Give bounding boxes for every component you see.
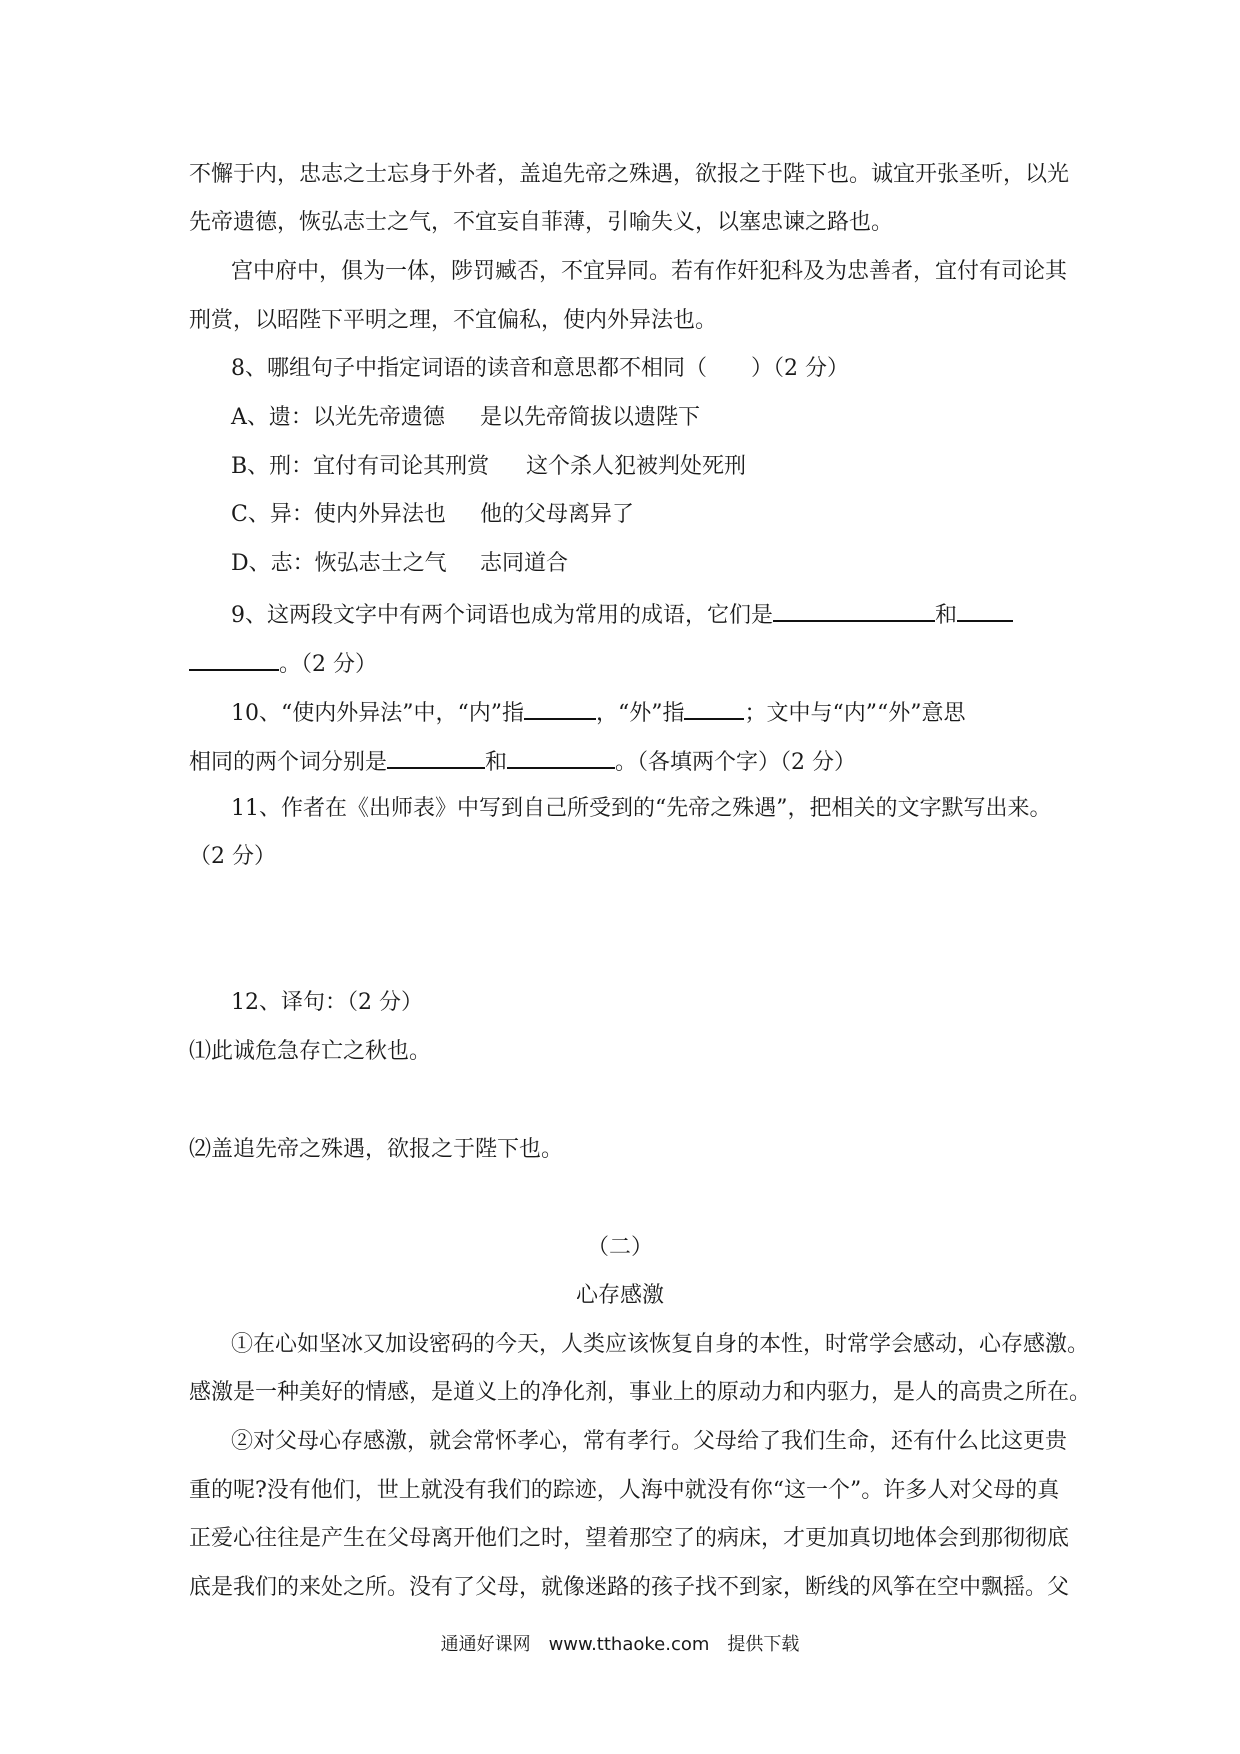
option-example: 志同道合	[480, 551, 569, 576]
passage-line: 不懈于内，忠志之士忘身于外者，盖追先帝之殊遇，欲报之于陛下也。诚宜开张圣听，以光	[189, 162, 1070, 187]
question-11-line2: （2 分）	[189, 844, 276, 869]
question-12-sentence-1: ⑴此诚危急存亡之秋也。	[189, 1039, 432, 1064]
question-12-stem: 12、译句：（2 分）	[231, 990, 423, 1015]
question-8-option-b	[231, 452, 747, 482]
question-10-text: 。（各填两个字）（2 分）	[615, 750, 857, 775]
section-title: 心存感激	[575, 1283, 664, 1308]
question-8-option-d	[231, 549, 569, 579]
option-text: C、异：使内外异法也	[231, 502, 446, 527]
question-10-line1	[231, 696, 965, 729]
answer-blank[interactable]	[957, 598, 1013, 622]
passage-line: 刑赏，以昭陛下平明之理，不宜偏私，使内外异法也。	[189, 308, 718, 333]
option-text: A、遗：以光先帝遗德	[231, 405, 445, 430]
option-example: 这个杀人犯被判处死刑	[526, 454, 747, 479]
question-8-option-a	[231, 403, 701, 433]
question-10-text: ，“外”指	[595, 701, 685, 726]
answer-blank[interactable]	[684, 696, 744, 720]
answer-blank[interactable]	[773, 598, 935, 622]
question-10-line2	[189, 745, 856, 778]
article-line: ②对父母心存感激，就会常怀孝心，常有孝行。父母给了我们生命，还有什么比这更贵	[231, 1429, 1068, 1454]
answer-blank[interactable]	[387, 745, 485, 769]
question-9-tail: 。（2 分）	[279, 652, 377, 677]
question-10-text: ；文中与“内”“外”意思	[744, 701, 966, 726]
article-line: ①在心如坚冰又加设密码的今天，人类应该恢复自身的本性，时常学会感动，心存感激。	[231, 1332, 1090, 1357]
page-footer: 通通好课网 www.tthaoke.com 提供下载	[440, 1634, 800, 1655]
article-line: 正爱心往往是产生在父母离开他们之时，望着那空了的病床，才更加真切地体会到那彻彻底	[189, 1526, 1070, 1551]
option-example: 他的父母离异了	[480, 502, 635, 527]
answer-blank[interactable]	[507, 745, 615, 769]
article-line: 底是我们的来处之所。没有了父母，就像迷路的孩子找不到家，断线的风筝在空中飘摇。父	[189, 1575, 1070, 1600]
answer-blank[interactable]	[189, 647, 279, 671]
option-text: B、刑：宜付有司论其刑赏	[231, 454, 490, 479]
article-line: 感激是一种美好的情感，是道义上的净化剂，事业上的原动力和内驱力，是人的高贵之所在。	[189, 1380, 1092, 1405]
question-10-text: 和	[485, 750, 508, 775]
question-9-continued	[189, 647, 377, 680]
question-9-text: 9、这两段文字中有两个词语也成为常用的成语，它们是	[231, 603, 773, 628]
question-9	[231, 598, 1013, 631]
option-text: D、志：恢弘志士之气	[231, 551, 447, 576]
section-number: （二）	[586, 1235, 653, 1260]
question-8-stem: 8、哪组句子中指定词语的读音和意思都不相同（ ）（2 分）	[231, 356, 849, 381]
passage-line: 先帝遗德，恢弘志士之气，不宜妄自菲薄，引喻失义，以塞忠谏之路也。	[189, 210, 894, 235]
question-12-sentence-2: ⑵盖追先帝之殊遇，欲报之于陛下也。	[189, 1137, 564, 1162]
question-10-text: 相同的两个词分别是	[189, 750, 388, 775]
answer-blank[interactable]	[524, 696, 596, 720]
option-example: 是以先帝简拔以遗陛下	[480, 405, 701, 430]
passage-line: 宫中府中，俱为一体，陟罚臧否，不宜异同。若有作奸犯科及为忠善者，宜付有司论其	[231, 259, 1068, 284]
question-10-text: 10、“使内外异法”中，“内”指	[231, 701, 524, 726]
question-9-and: 和	[935, 603, 958, 628]
question-8-option-c	[231, 500, 635, 530]
question-11-line1: 11、作者在《出师表》中写到自己所受到的“先帝之殊遇”，把相关的文字默写出来。	[231, 796, 1052, 821]
article-line: 重的呢?没有他们，世上就没有我们的踪迹，人海中就没有你“这一个”。许多人对父母的真	[189, 1478, 1060, 1503]
